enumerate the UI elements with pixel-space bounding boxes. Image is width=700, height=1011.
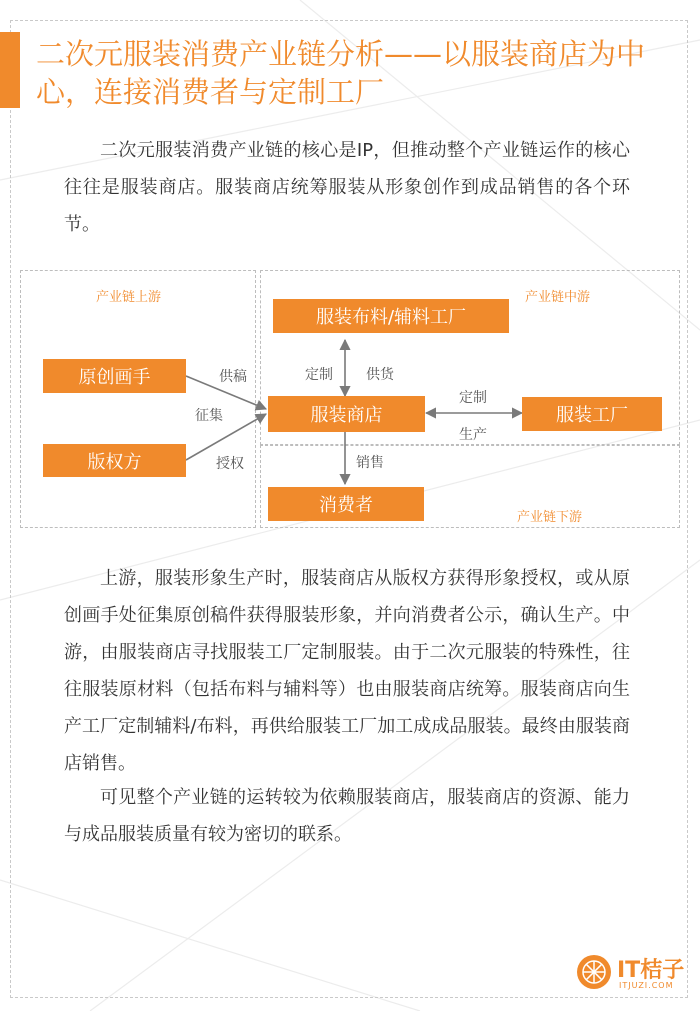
edge-label-supply-goods: 供货 [366,367,394,383]
edge-label-solicit: 征集 [195,408,223,424]
edge-label-customize-factory: 定制 [459,390,487,406]
node-fabric-factory: 服装布料/辅料工厂 [273,299,509,333]
edge-label-sell: 销售 [356,455,384,471]
edge-label-supply-draft: 供稿 [219,369,247,385]
title-accent-bar [0,32,20,108]
page-title: 二次元服装消费产业链分析——以服装商店为中心，连接消费者与定制工厂 [36,37,646,109]
node-clothing-store: 服装商店 [268,396,425,432]
edge-label-customize-fabric: 定制 [305,367,333,383]
orange-slice-icon [577,955,611,989]
logo-domain: ITJUZI.COM [619,981,674,990]
edge-label-authorize: 授权 [216,456,244,472]
logo-name: IT桔子 [617,958,685,983]
downstream-label: 产业链下游 [517,510,583,525]
body-paragraph: 上游，服装形象生产时，服装商店从版权方获得形象授权，或从原创画手处征集原创稿件获得服装形象，并向消费者公示，确认生产。中游，由服装商店寻找服装工厂定制服装。由于二次元服装的特殊性，往往服装原材料（包括布料与辅料等）也由服装商店统筹。服装商店向生产工厂定制辅料/布料，再供给服装工厂加工成成品服装。最终由服装商店销售。 [64,568,630,774]
node-consumer: 消费者 [268,487,424,521]
conclusion-paragraph: 可见整个产业链的运转较为依赖服装商店，服装商店的资源、能力与成品服装质量有较为密切的联系。 [64,787,630,845]
edge-label-produce: 生产 [459,427,487,443]
node-copyright-holder: 版权方 [43,444,186,477]
upstream-zone [20,270,256,528]
itjuzi-logo [577,953,687,993]
midstream-label: 产业链中游 [525,290,591,305]
node-garment-factory: 服装工厂 [522,397,662,431]
intro-paragraph: 二次元服装消费产业链的核心是IP，但推动整个产业链运作的核心往往是服装商店。服装商店统筹服装从形象创作到成品销售的各个环节。 [64,140,630,235]
node-original-artist: 原创画手 [43,359,186,393]
upstream-label: 产业链上游 [96,290,162,305]
